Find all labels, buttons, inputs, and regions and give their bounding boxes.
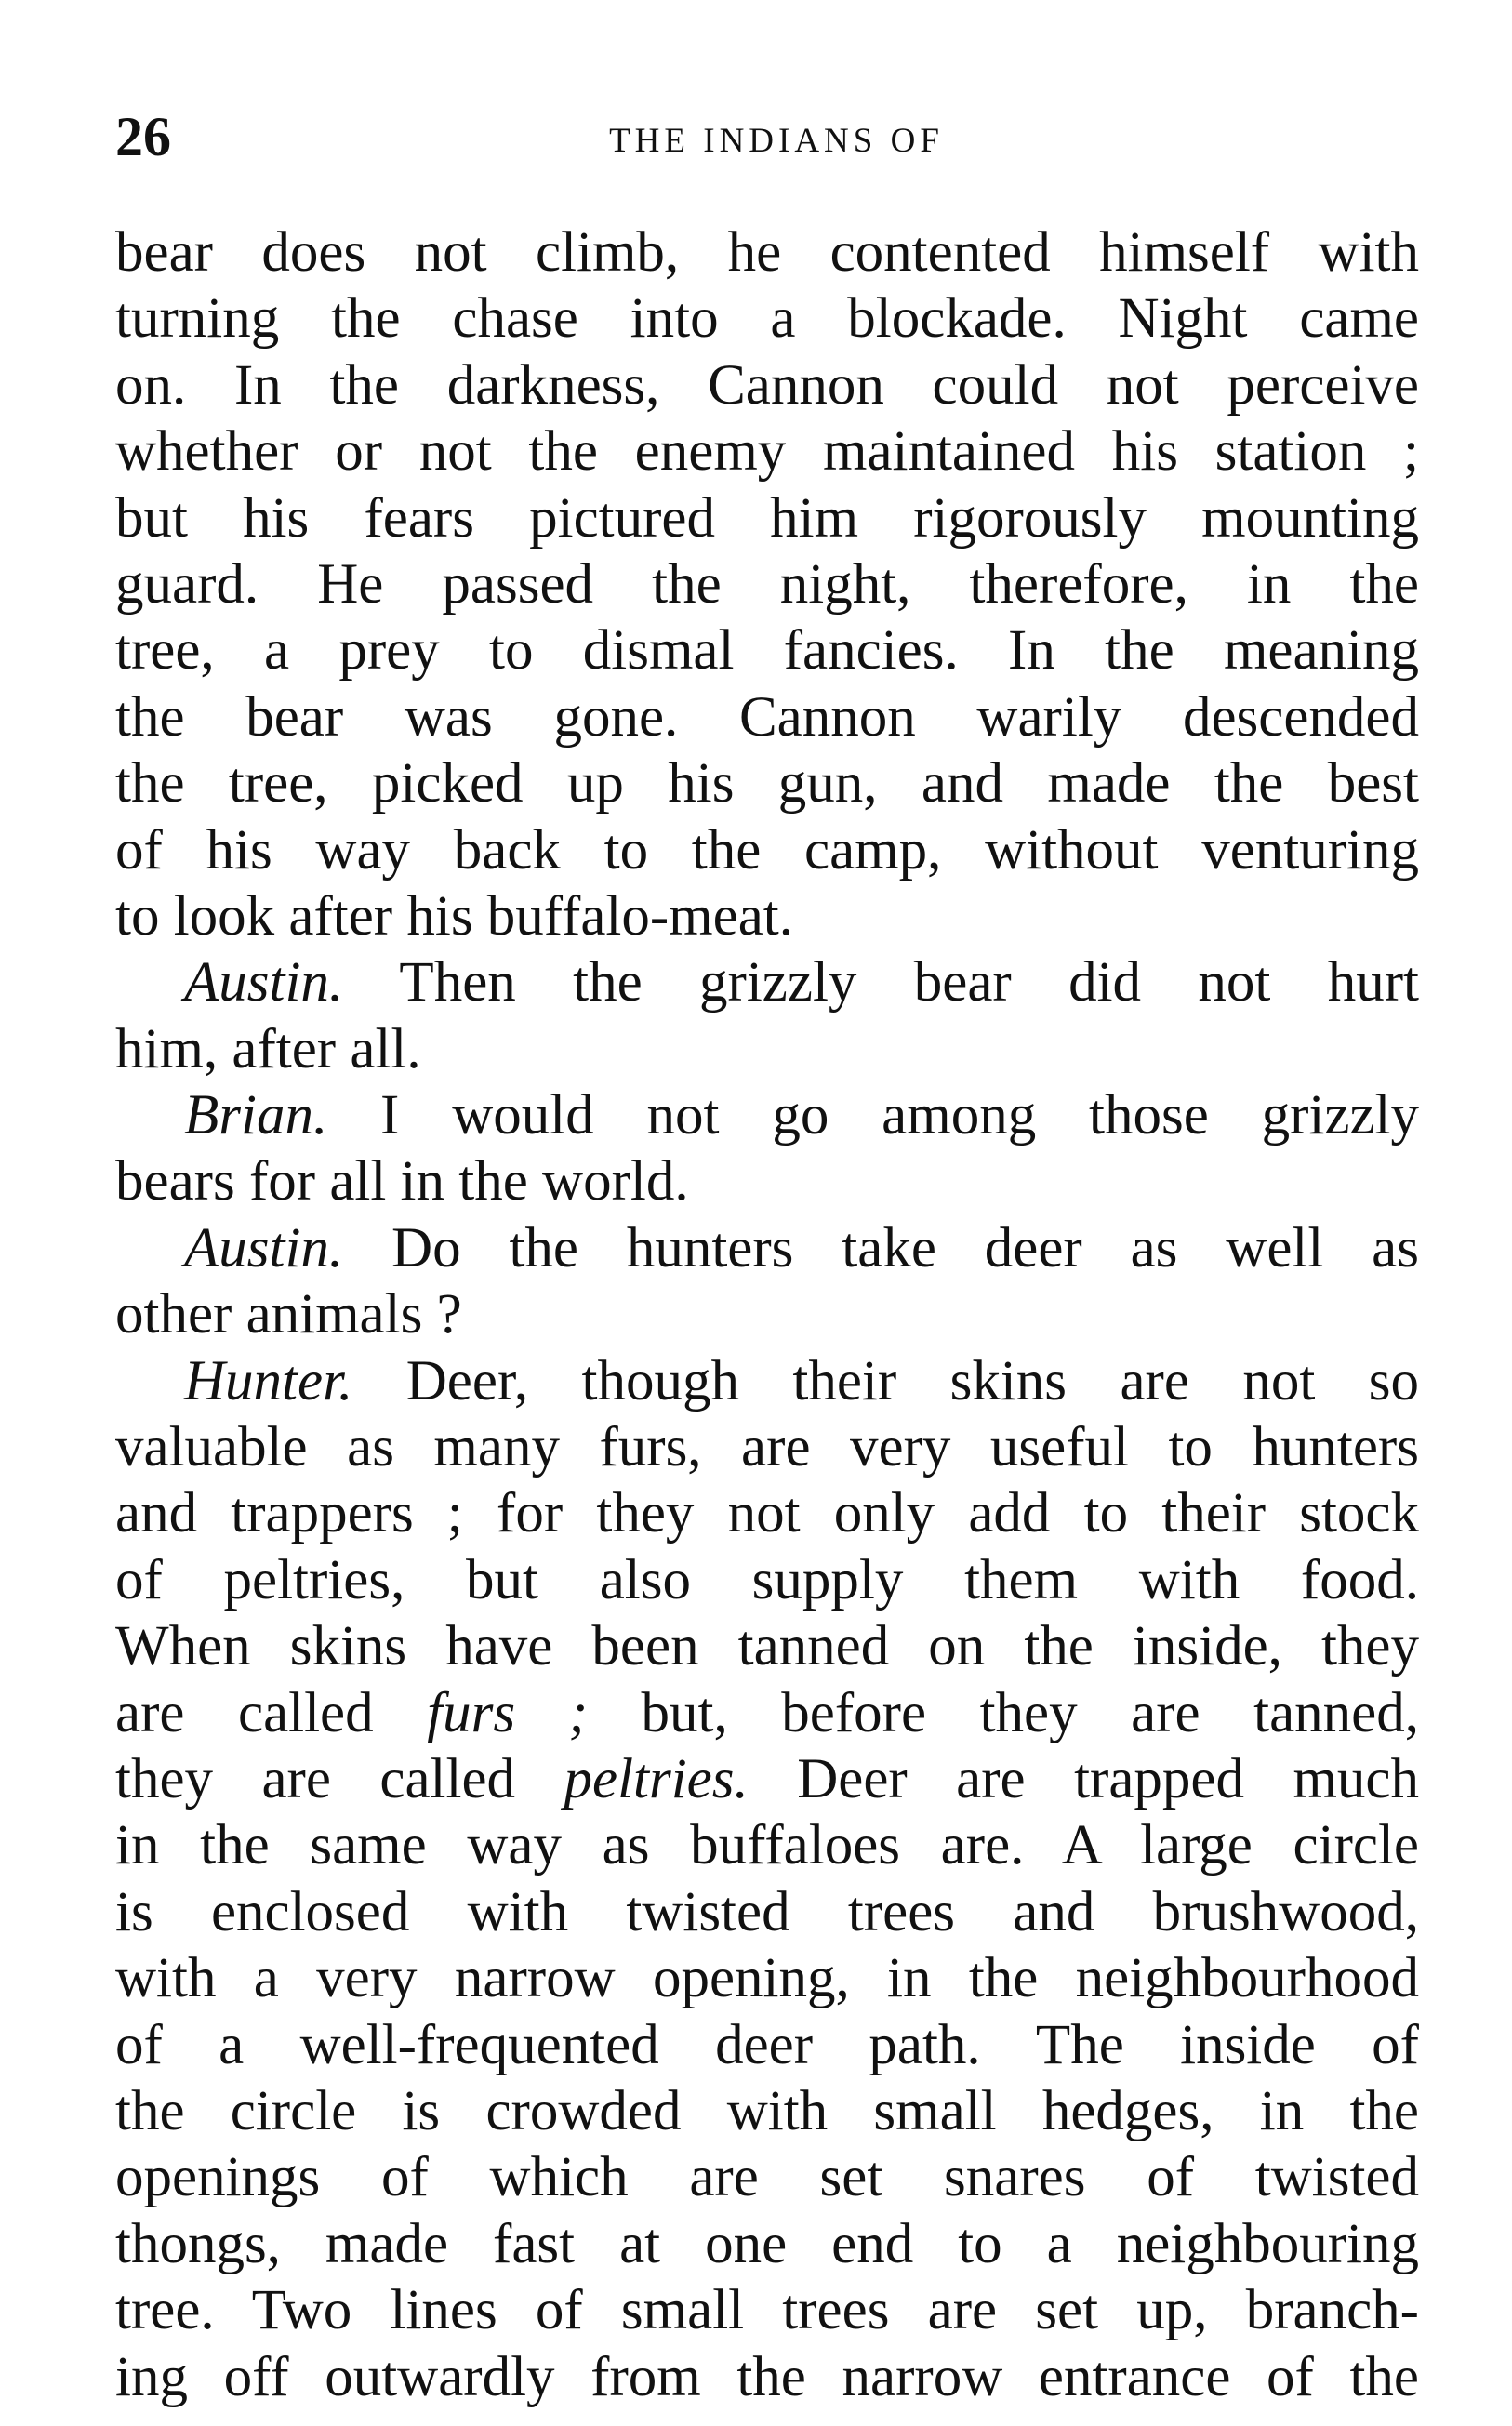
text-line: but his fears pictured him rigorously mounting <box>115 486 1419 550</box>
text-line: of his way back to the camp, without venturing <box>115 818 1419 882</box>
text-line: ing off outwardly from the narrow entrance of the <box>115 2345 1419 2408</box>
text-line: tree, a prey to dismal fancies. In the meaning <box>115 619 1419 683</box>
text-line: guard. He passed the night, therefore, in the <box>115 552 1419 616</box>
text-line: turning the chase into a blockade. Night came <box>115 287 1419 351</box>
speaker-name: Austin. <box>184 1216 344 1279</box>
dialogue-line: Brian. I would not go among those grizzly <box>184 1084 1419 1147</box>
text-line: they are called peltries. Deer are trapped much <box>115 1747 1419 1810</box>
text-line: the circle is crowded with small hedges, in the <box>115 2079 1419 2142</box>
italic-term: furs ; <box>427 1681 588 1744</box>
body-text <box>115 219 1419 2410</box>
dialogue-line: Austin. Then the grizzly bear did not hurt <box>184 951 1419 1014</box>
dialogue-line: Austin. Do the hunters take deer as well as <box>184 1216 1419 1279</box>
text-line: the tree, picked up his gun, and made the best <box>115 752 1419 815</box>
text-line: whether or not the enemy maintained his station ; <box>115 420 1419 484</box>
page-number: 26 <box>115 106 171 167</box>
text-line: to look after his buffalo-meat. <box>115 884 793 948</box>
text-line: bears for all in the world. <box>115 1150 689 1213</box>
text-line: is enclosed with twisted trees and brushwood, <box>115 1880 1419 1943</box>
text-line: valuable as many furs, are very useful to hunters <box>115 1416 1419 1479</box>
text-line: openings of which are set snares of twisted <box>115 2146 1419 2209</box>
text-line: on. In the darkness, Cannon could not perceive <box>115 353 1419 417</box>
speaker-name: Hunter. <box>184 1349 353 1412</box>
italic-term: peltries. <box>564 1747 749 1810</box>
text-line: him, after all. <box>115 1017 421 1080</box>
text-line: the bear was gone. Cannon warily descended <box>115 685 1419 749</box>
speaker-name: Brian. <box>184 1084 328 1147</box>
text-line: bear does not climb, he contented himself with <box>115 221 1419 284</box>
text-line: other animals ? <box>115 1283 462 1346</box>
text-line: in the same way as buffaloes are. A large circle <box>115 1814 1419 1877</box>
running-head <box>115 104 1419 169</box>
dialogue-line: Hunter. Deer, though their skins are not so <box>184 1349 1419 1412</box>
text-line: When skins have been tanned on the inside, they <box>115 1615 1419 1678</box>
speaker-name: Austin. <box>184 951 344 1014</box>
text-line: thongs, made fast at one end to a neighbouring <box>115 2212 1419 2275</box>
text-line: are called furs ; but, before they are tanned, <box>115 1681 1419 1744</box>
text-line: of peltries, but also supply them with food. <box>115 1548 1419 1611</box>
text-line: tree. Two lines of small trees are set up, branch- <box>115 2279 1419 2342</box>
running-title: THE INDIANS OF <box>609 122 944 160</box>
text-line: with a very narrow opening, in the neighbourhood <box>115 1947 1419 2010</box>
text-line: and trappers ; for they not only add to their stock <box>115 1482 1419 1545</box>
text-line: of a well-frequented deer path. The inside of <box>115 2013 1419 2076</box>
